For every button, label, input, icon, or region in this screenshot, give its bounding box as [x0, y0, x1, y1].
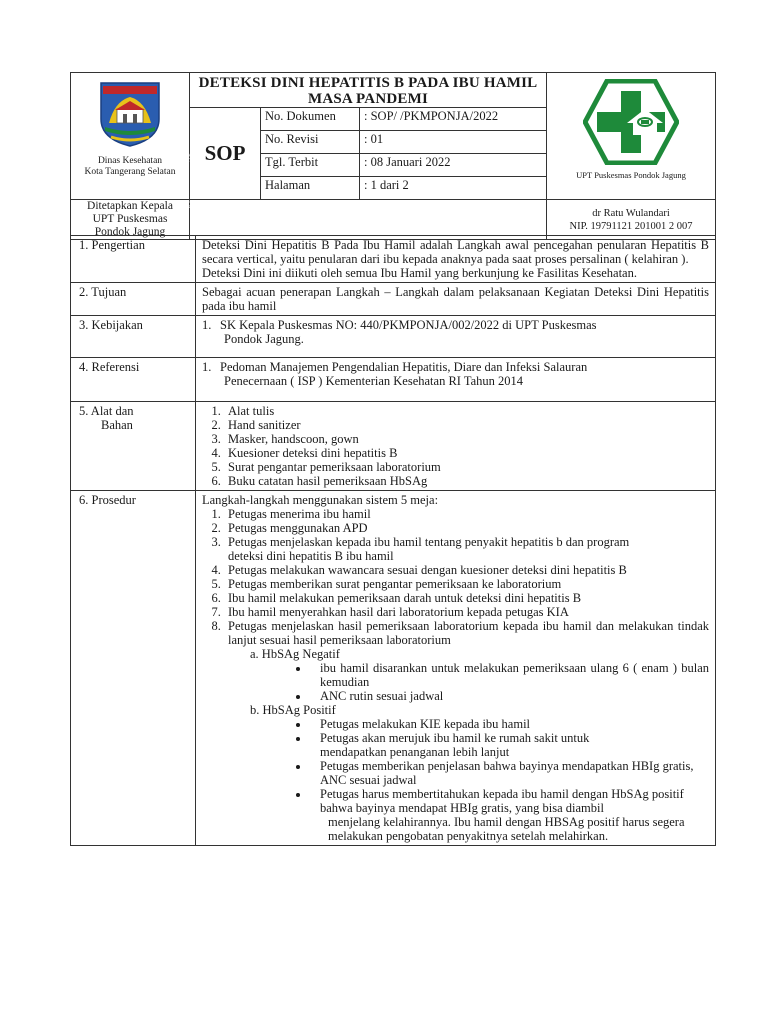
ditetapkan-line: Ditetapkan Kepala — [87, 200, 173, 212]
list-item: 3. Masker, handscoon, gown — [224, 432, 709, 446]
signer-name: dr Ratu Wulandari — [592, 207, 670, 219]
pengertian-paragraph: Deteksi Dini Hepatitis B Pada Ibu Hamil adalah Langkah awal pencegahan penularan Hepatitis B secara vertical, yaitu penularan dari ibu kepada anaknya pada saat proses persalinan ( kelahiran ). — [202, 238, 709, 266]
signer-cell — [547, 200, 716, 240]
list-item: • ANC rutin sesuai jadwal — [310, 689, 709, 703]
negatif-list — [202, 661, 709, 703]
puskesmas-logo-cell — [547, 73, 716, 200]
title-meta-cell — [190, 73, 547, 200]
kebijakan-item — [202, 318, 709, 332]
row-label — [71, 402, 196, 491]
sop-label: SOP — [190, 108, 261, 200]
row-label-line: Bahan — [101, 418, 133, 432]
meta-table — [190, 107, 546, 199]
prosedur-tail: menjelang kelahirannya. Ibu hamil dengan HBSAg positif harus segera melakukan pengobatan penyakitnya setelah melahirkan. — [328, 815, 685, 843]
tujuan-text: Sebagai acuan penerapan Langkah – Langkah dalam pelaksanaan Kegiatan Deteksi Dini Hepatitis pada ibu hamil — [196, 283, 716, 316]
ditetapkan-line: Pondok Jagung — [94, 226, 166, 238]
row-label: 3. Kebijakan — [71, 316, 196, 358]
row-label: 2. Tujuan — [71, 283, 196, 316]
referensi-line: Pedoman Manajemen Pengendalian Hepatitis, Diare dan Infeksi Salauran — [220, 360, 588, 374]
row-label: 6. Prosedur — [71, 491, 196, 846]
row-alat-bahan — [71, 402, 716, 491]
list-item: 6. Ibu hamil melakukan pemeriksaan darah untuk deteksi dini hepatitis B — [224, 591, 709, 605]
document-title: DETEKSI DINI HEPATITIS B PADA IBU HAMIL MASA PANDEMI — [198, 75, 538, 107]
list-item: • Petugas harus membertitahukan kepada ibu hamil dengan HbSAg positif bahwa bayinya mendapat HBIg gratis, yang bisa diambil — [310, 787, 709, 815]
row-label-line: 5. Alat dan — [79, 404, 134, 418]
list-item: 1. Alat tulis — [224, 404, 709, 418]
city-label: Kota Tangerang Selatan — [84, 167, 176, 177]
list-item: • ibu hamil disarankan untuk melakukan pemeriksaan ulang 6 ( enam ) bulan kemudian — [310, 661, 709, 689]
row-content — [196, 491, 716, 846]
row-label: 1. Pengertian — [71, 236, 196, 283]
sop-body-table — [70, 235, 716, 846]
list-item: 3. Petugas menjelaskan kepada ibu hamil tentang penyakit hepatitis b dan program deteksi dini hepatitis B ibu hamil — [224, 535, 709, 563]
dinas-label: Dinas Kesehatan — [97, 156, 163, 166]
list-item: 4. Kuesioner deteksi dini hepatitis B — [224, 446, 709, 460]
list-item: • Petugas melakukan KIE kepada ibu hamil — [310, 717, 709, 731]
list-item: 4. Petugas melakukan wawancara sesuai dengan kuesioner deteksi dini hepatitis B — [224, 563, 709, 577]
signature-blank-cell — [190, 200, 547, 240]
meta-value: : 1 dari 2 — [360, 177, 547, 200]
prosedur-steps — [202, 507, 709, 647]
tangsel-emblem-icon — [95, 79, 165, 149]
list-item: 2. Petugas menggunakan APD — [224, 521, 709, 535]
list-item: 6. Buku catatan hasil pemeriksaan HbSAg — [224, 474, 709, 488]
signer-nip: NIP. 19791121 201001 2 007 — [569, 220, 693, 232]
row-tujuan — [71, 283, 716, 316]
meta-key: No. Dokumen — [261, 108, 360, 131]
list-item: 7. Ibu hamil menyerahkan hasil dari laboratorium kepada petugas KIA — [224, 605, 709, 619]
row-kebijakan — [71, 316, 716, 358]
row-content — [196, 402, 716, 491]
hbsag-negatif-label: a. HbSAg Negatif — [250, 647, 340, 661]
puskesmas-caption: UPT Puskesmas Pondok Jagung — [576, 170, 686, 180]
list-item: • Petugas memberikan penjelasan bahwa bayinya mendapatkan HBIg gratis, ANC sesuai jadwal — [310, 759, 709, 787]
prosedur-intro: Langkah-langkah menggunakan sistem 5 meja: — [202, 493, 439, 507]
referensi-item — [202, 360, 709, 374]
row-content — [196, 236, 716, 283]
row-pengertian — [71, 236, 716, 283]
puskesmas-logo-icon — [583, 79, 679, 165]
list-item: 5. Surat pengantar pemeriksaan laboratorium — [224, 460, 709, 474]
referensi-line: Penecernaan ( ISP ) Kementerian Kesehatan RI Tahun 2014 — [224, 374, 524, 388]
list-item: 1. Petugas menerima ibu hamil — [224, 507, 709, 521]
hbsag-positif-label: b. HbSAg Positif — [250, 703, 336, 717]
row-label: 4. Referensi — [71, 358, 196, 402]
row-content — [196, 316, 716, 358]
row-content — [196, 358, 716, 402]
item-number: 1. — [202, 318, 212, 332]
meta-value: : 01 — [360, 131, 547, 154]
meta-key: Tgl. Terbit — [261, 154, 360, 177]
item-number: 1. — [202, 360, 212, 374]
row-referensi — [71, 358, 716, 402]
alat-list — [202, 404, 709, 488]
meta-value: : SOP/ /PKMPONJA/2022 — [360, 108, 547, 131]
pengertian-paragraph: Deteksi Dini ini diikuti oleh semua Ibu Hamil yang berkunjung ke Fasilitas Kesehatan. — [202, 266, 637, 280]
meta-key: Halaman — [261, 177, 360, 200]
list-item: 5. Petugas memberikan surat pengantar pemeriksaan ke laboratorium — [224, 577, 709, 591]
ditetapkan-line: UPT Puskesmas — [92, 213, 168, 225]
agency-top-label: KOTA TANGERANG SELATAN — [163, 153, 212, 164]
list-item: 2. Hand sanitizer — [224, 418, 709, 432]
sop-header-table — [70, 72, 716, 240]
meta-key: No. Revisi — [261, 131, 360, 154]
row-prosedur — [71, 491, 716, 846]
kebijakan-line: Pondok Jagung. — [224, 332, 304, 346]
kebijakan-line: SK Kepala Puskesmas NO: 440/PKMPONJA/002/2022 di UPT Puskesmas — [220, 318, 597, 332]
meta-value: : 08 Januari 2022 — [360, 154, 547, 177]
positif-list — [202, 717, 709, 815]
list-item: • Petugas akan merujuk ibu hamil ke rumah sakit untuk mendapatkan penanganan lebih lanjut — [310, 731, 709, 759]
agency-motto: CERDAS MODERN RELIGIUS — [168, 198, 207, 209]
list-item: 8. Petugas menjelaskan hasil pemeriksaan laboratorium kepada ibu hamil dan melakukan tindak lanjut sesuai hasil pemeriksaan laboratorium — [224, 619, 709, 647]
